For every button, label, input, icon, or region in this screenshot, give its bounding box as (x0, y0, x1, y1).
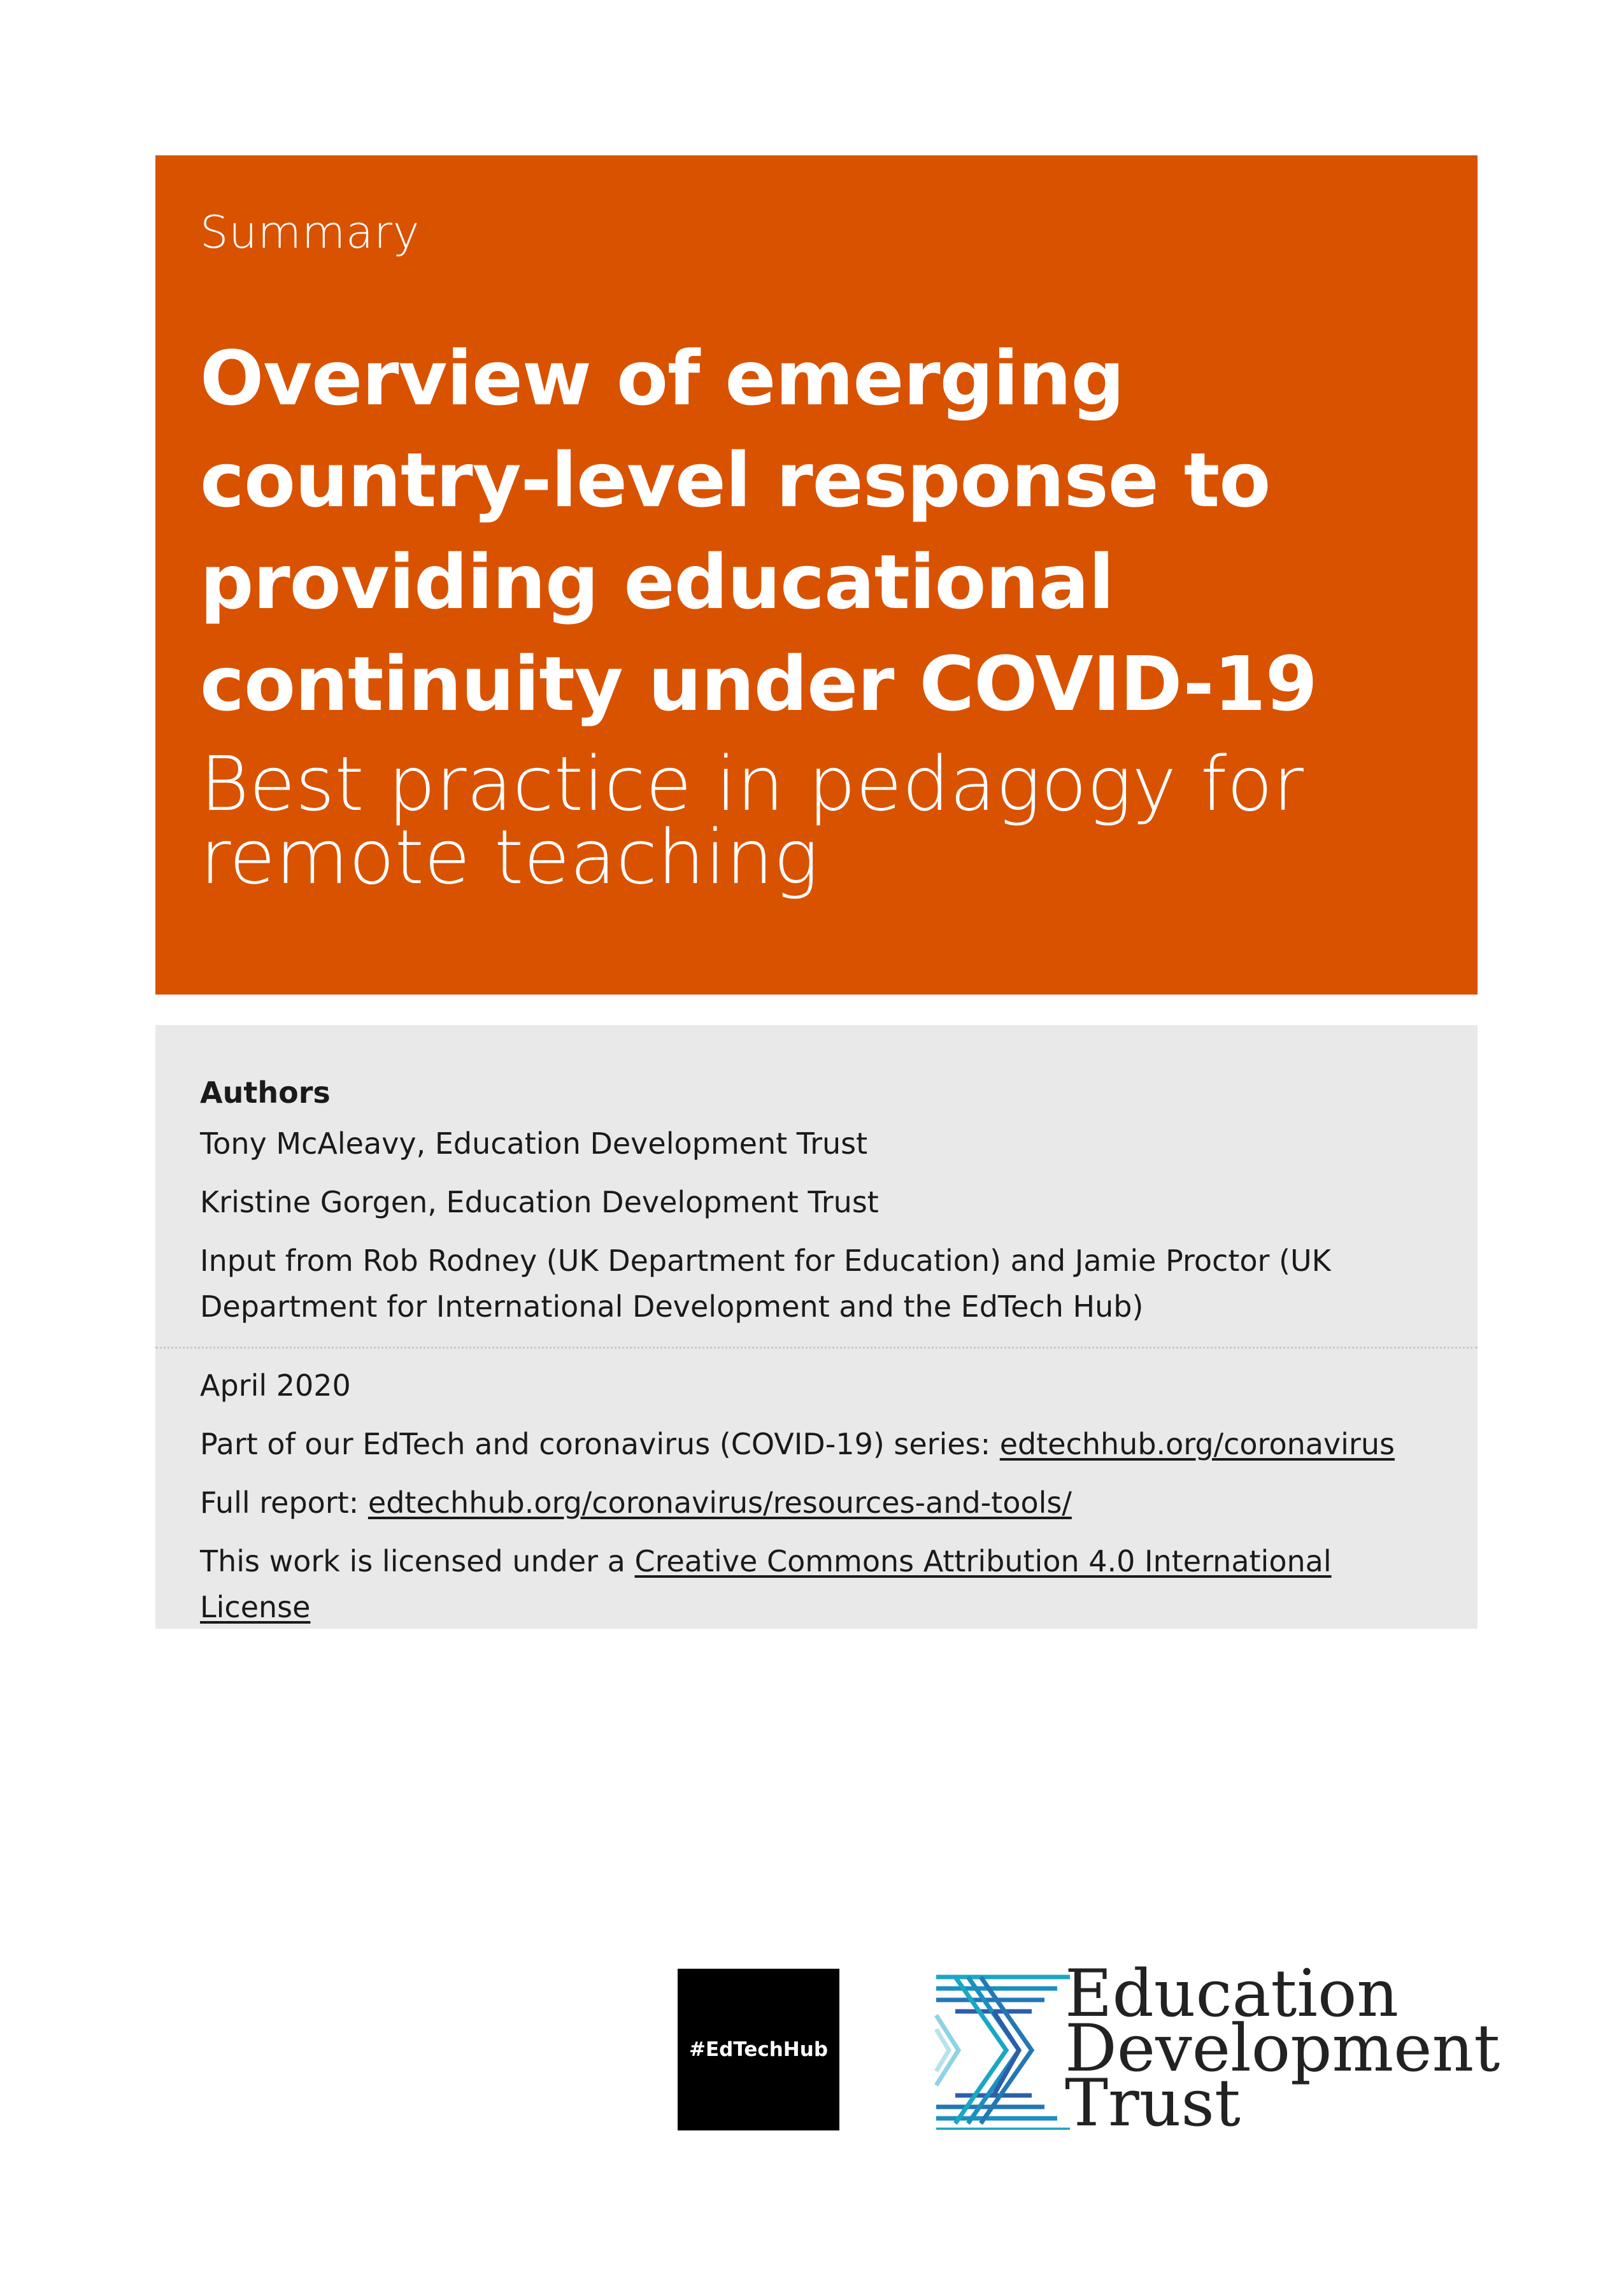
education-development-trust-logo (930, 1956, 1500, 2141)
document-type-label: Summary (200, 206, 420, 259)
author-item: Kristine Gorgen, Education Development Trust (200, 1185, 879, 1219)
edt-emblem-icon (930, 1971, 1080, 2130)
author-item: Input from Rob Rodney (UK Department for Education) and Jamie Proctor (UK Department for International Development and the EdTech Hub) (200, 1244, 1331, 1324)
edtechhub-logo: #EdTechHub (678, 1969, 839, 2130)
publication-info (200, 1363, 1442, 1643)
report-line (200, 1480, 1442, 1526)
authors-section (200, 1070, 1442, 1329)
section-divider (155, 1347, 1478, 1349)
edt-wordmark (1065, 1956, 1500, 2141)
edt-wordmark-line: Development (1065, 2011, 1500, 2087)
report-text: Full report: (200, 1485, 368, 1520)
page-title: Overview of emerging country-level response to providing educational continuity under COVID-19 (200, 334, 1317, 728)
series-link[interactable]: edtechhub.org/coronavirus (999, 1427, 1395, 1461)
authors-heading: Authors (200, 1075, 331, 1110)
info-panel (155, 1025, 1478, 1629)
license-text: This work is licensed under a (200, 1544, 635, 1578)
license-line (200, 1538, 1442, 1630)
report-link[interactable]: edtechhub.org/coronavirus/resources-and-tools/ (367, 1485, 1072, 1520)
license-link[interactable]: Creative Commons Attribution 4.0 International License (200, 1544, 1332, 1624)
edt-wordmark-line: Education (1065, 1956, 1399, 2032)
author-item: Tony McAleavy, Education Development Trust (200, 1126, 868, 1161)
title-banner (155, 155, 1478, 995)
publication-date: April 2020 (200, 1368, 351, 1403)
series-text: Part of our EdTech and coronavirus (COVID-19) series: (200, 1427, 1000, 1461)
series-line (200, 1421, 1442, 1467)
edt-wordmark-line: Trust (1065, 2066, 1241, 2141)
page-subtitle: Best practice in pedagogy for remote teaching (200, 740, 1304, 901)
